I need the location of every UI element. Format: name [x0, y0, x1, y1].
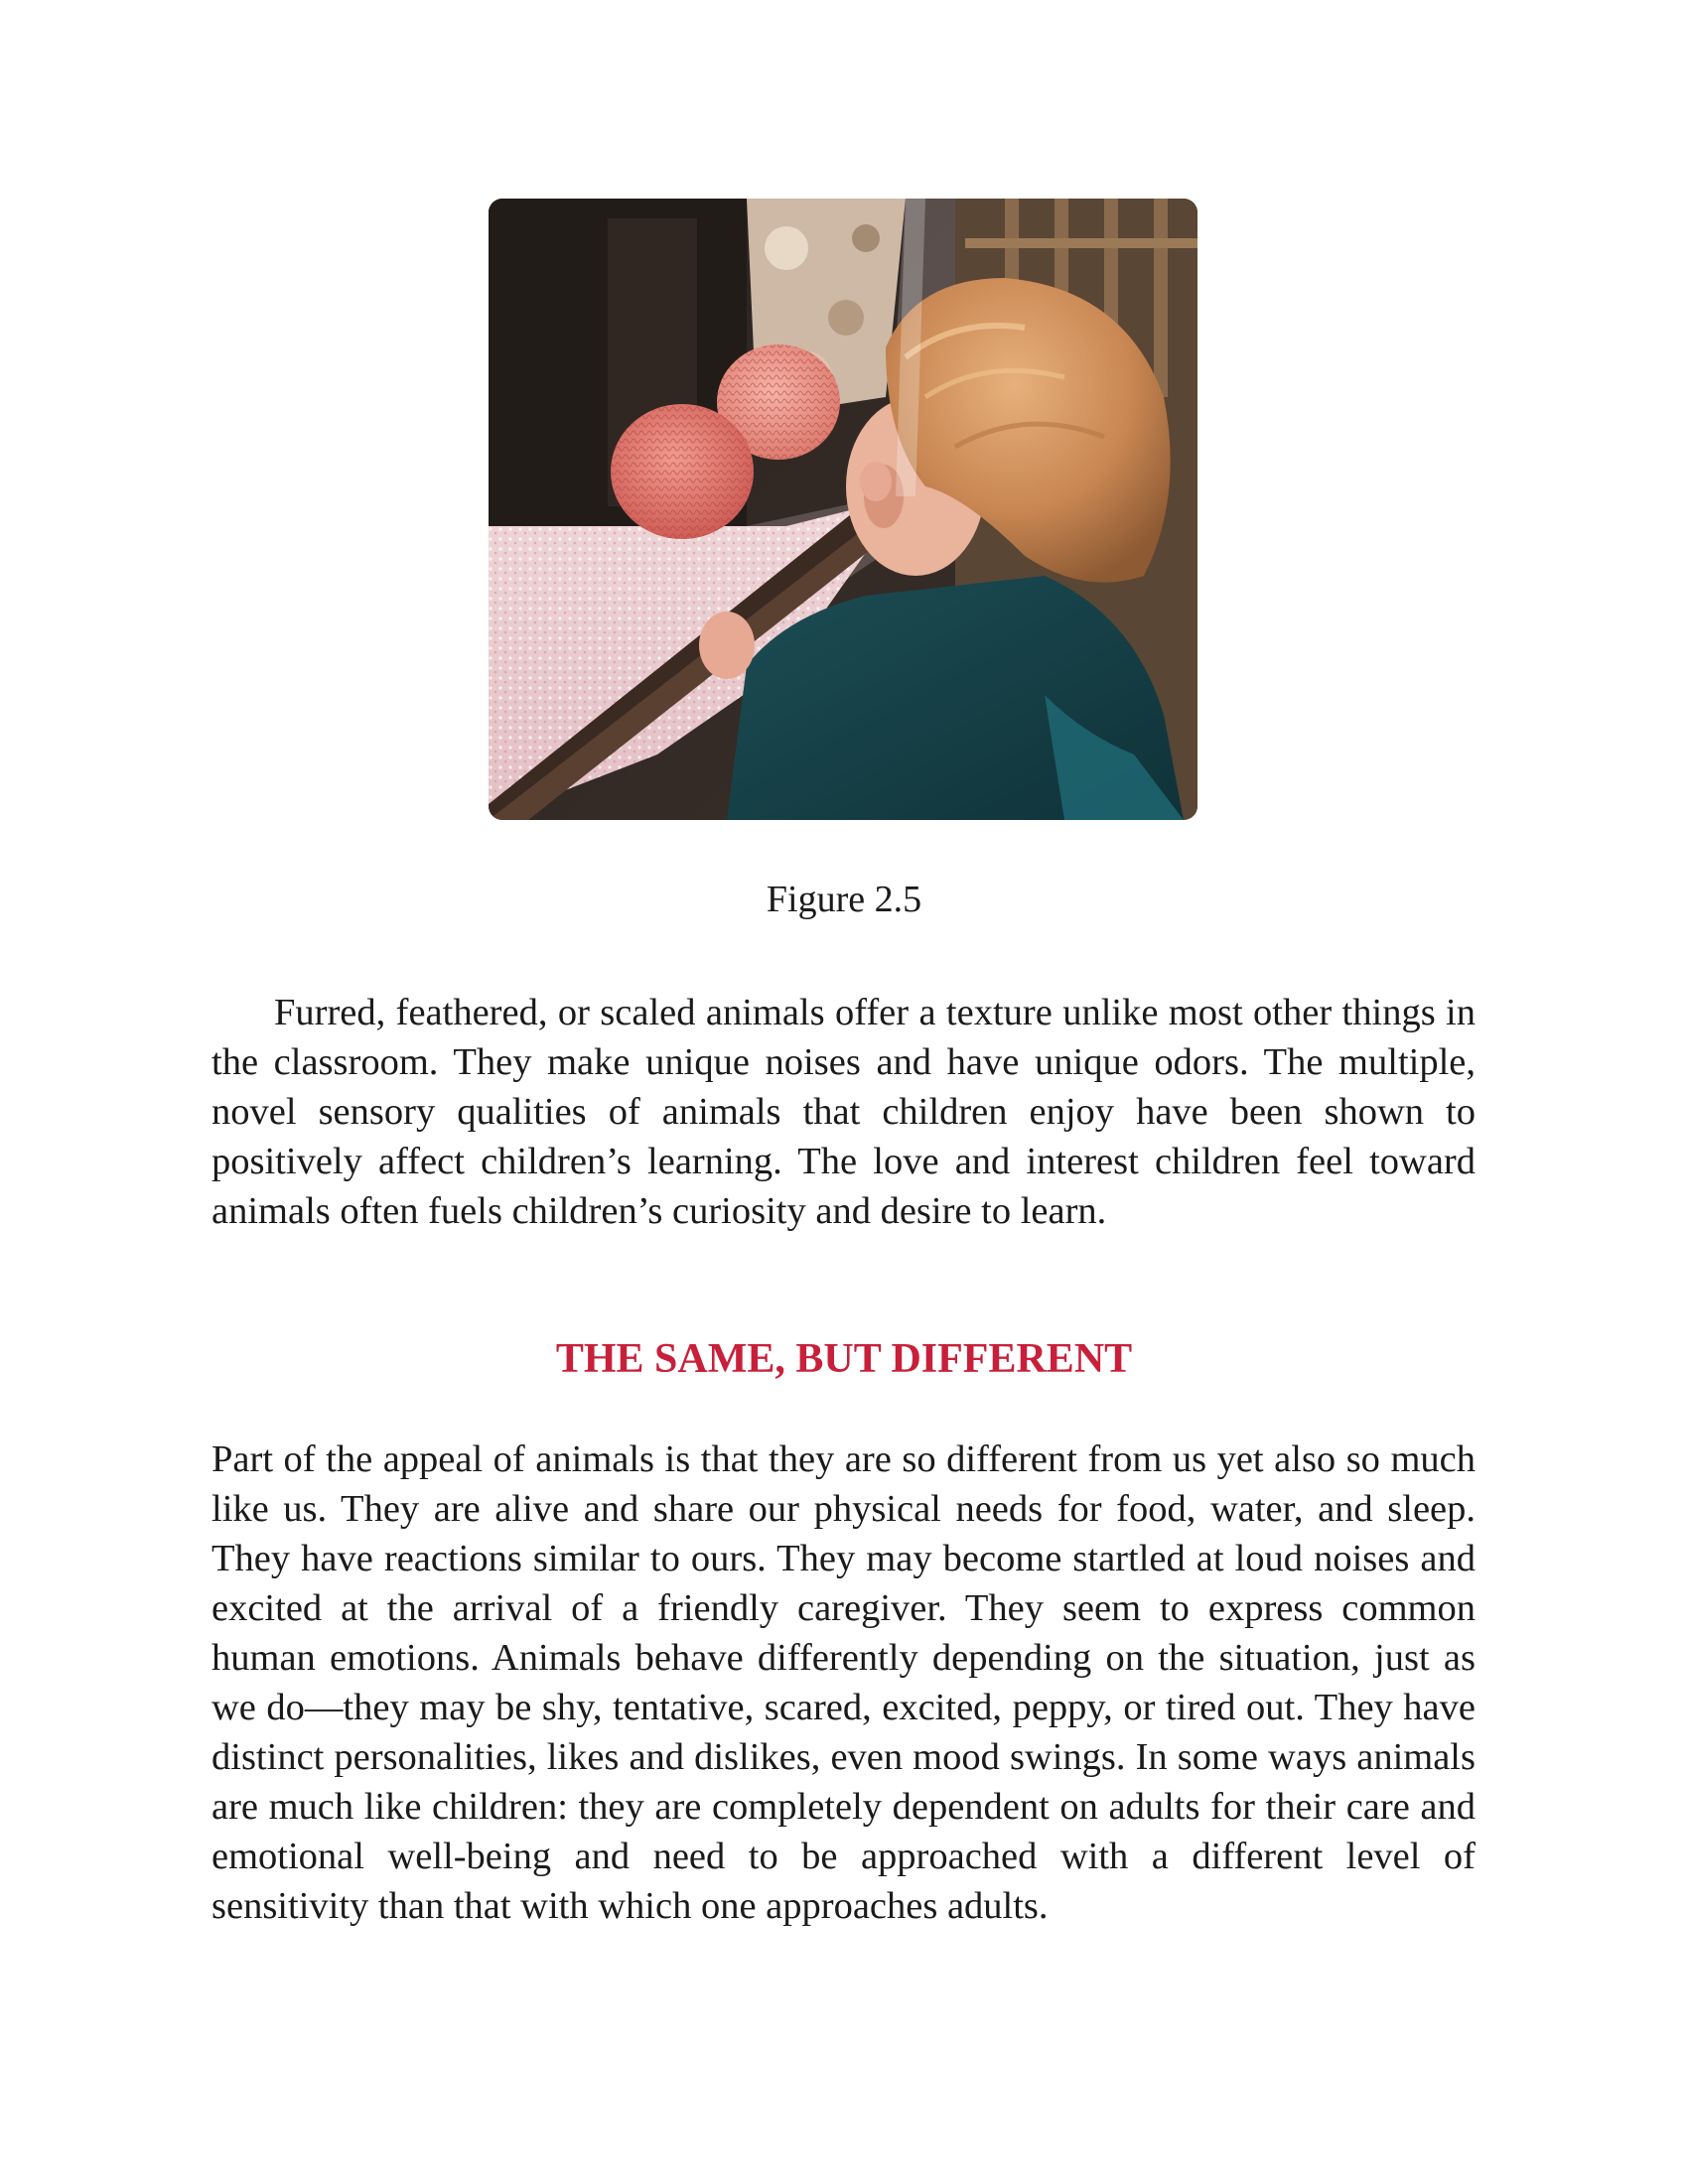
figure-photo — [489, 199, 1197, 820]
section-heading: THE SAME, BUT DIFFERENT — [555, 1336, 1133, 1382]
body-paragraph-1: Furred, feathered, or scaled animals offer a texture unlike most other things in the classroom. They make unique noises and have unique odors. The multiple, novel sensory qualities of animals that children enjoy have been shown to positively affect children’s learning. The love and interest children feel toward animals often fuels children’s curiosity and desire to learn. — [211, 992, 1476, 1232]
figure-caption: Figure 2.5 — [766, 879, 922, 920]
child-aquarium-illustration — [489, 199, 1197, 820]
body-paragraph-2: Part of the appeal of animals is that they are so different from us yet also so much like us. They are alive and share our physical needs for food, water, and sleep. They have reactions similar to ours. They may become startled at loud noises and excited at the arrival of a friendly caregiver. They seem to express common human emotions. Animals behave differently depending on the situation, just as we do—they may be shy, tentative, scared, excited, peppy, or tired out. They have distinct personalities, likes and dislikes, even mood swings. In some ways animals are much like children: they are completely dependent on adults for their care and emotional well-being and need to be approached with a different level of sensitivity than that with which one approaches adults. — [211, 1438, 1476, 1927]
